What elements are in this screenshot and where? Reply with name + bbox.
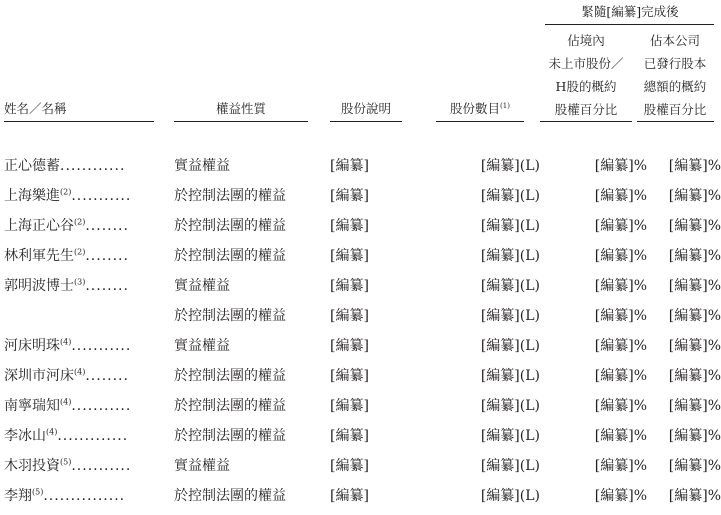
pct-total: [編纂]%	[668, 428, 721, 444]
shareholder-name: 南寧瑞知	[4, 398, 60, 414]
table-row	[4, 480, 721, 510]
dot-leader: ........	[85, 368, 129, 384]
interest-nature: 於控制法團的權益	[174, 488, 286, 504]
cell-pct2	[647, 360, 721, 390]
cell-desc	[330, 240, 436, 270]
cell-count	[436, 270, 552, 300]
share-count: [編纂](L)	[480, 218, 540, 234]
cell-nature	[174, 300, 330, 330]
shareholder-name: 上海樂進	[4, 188, 60, 204]
pct-unlisted-h: [編纂]%	[594, 368, 647, 384]
table-row	[4, 420, 721, 450]
cell-name	[4, 300, 174, 330]
cell-name	[4, 150, 174, 180]
pct-total: [編纂]%	[668, 398, 721, 414]
cell-name	[4, 240, 174, 270]
interest-nature: 於控制法團的權益	[174, 218, 286, 234]
table-row	[4, 450, 721, 480]
cell-nature	[174, 180, 330, 210]
header-pct2-line-2: 已發行股本	[643, 56, 707, 71]
dot-leader: ...........	[71, 188, 132, 204]
dot-leader: ........	[85, 218, 129, 234]
cell-pct2	[647, 150, 721, 180]
cell-desc	[330, 330, 436, 360]
shareholder-name: 林利軍先生	[4, 248, 74, 264]
dot-leader: ...............	[43, 488, 126, 504]
shareholder-name: 郭明波博士	[4, 278, 74, 294]
pct-unlisted-h: [編纂]%	[594, 188, 647, 204]
cell-count	[436, 420, 552, 450]
pct-total: [編纂]%	[668, 278, 721, 294]
header-pct2-line-3: 總額的概約	[643, 79, 707, 94]
cell-name	[4, 210, 174, 240]
shareholder-name: 河床明珠	[4, 338, 60, 354]
cell-pct2	[647, 210, 721, 240]
interest-nature: 於控制法團的權益	[174, 368, 286, 384]
share-count: [編纂](L)	[480, 398, 540, 414]
pct-total: [編纂]%	[668, 188, 721, 204]
shareholder-note: (5)	[60, 457, 72, 467]
table-row	[4, 180, 721, 210]
cell-count	[436, 360, 552, 390]
interest-nature: 於控制法團的權益	[174, 188, 286, 204]
cell-nature	[174, 390, 330, 420]
header-pct1-line-3: H股的概約	[555, 79, 617, 94]
share-count: [編纂](L)	[480, 188, 540, 204]
share-count: [編纂](L)	[480, 428, 540, 444]
cell-pct2	[647, 450, 721, 480]
cell-count	[436, 450, 552, 480]
cell-nature	[174, 360, 330, 390]
pct-unlisted-h: [編纂]%	[594, 158, 647, 174]
interest-nature: 於控制法團的權益	[174, 308, 286, 324]
cell-pct2	[647, 480, 721, 510]
cell-count	[436, 480, 552, 510]
cell-nature	[174, 450, 330, 480]
share-description: [編纂]	[330, 488, 369, 504]
header-pct1-line-2: 未上市股份／	[548, 56, 624, 71]
share-count: [編纂](L)	[480, 278, 540, 294]
pct-total: [編纂]%	[668, 308, 721, 324]
cell-pct1	[552, 300, 647, 330]
shareholder-name: 李翔	[4, 488, 32, 504]
shareholder-note: (4)	[60, 337, 72, 347]
shareholder-name: 深圳市河床	[4, 368, 74, 384]
cell-name	[4, 270, 174, 300]
pct-unlisted-h: [編纂]%	[594, 458, 647, 474]
share-count: [編纂](L)	[480, 158, 540, 174]
shareholder-name: 正心德蓄	[4, 158, 60, 174]
dot-leader: ...........	[71, 338, 132, 354]
group-header-title: 緊隨[編纂]完成後	[581, 4, 679, 19]
cell-pct1	[552, 450, 647, 480]
cell-count	[436, 330, 552, 360]
cell-name	[4, 420, 174, 450]
pct-unlisted-h: [編纂]%	[594, 248, 647, 264]
interest-nature: 實益權益	[174, 278, 230, 294]
share-count: [編纂](L)	[480, 458, 540, 474]
share-description: [編纂]	[330, 398, 369, 414]
cell-nature	[174, 480, 330, 510]
header-count	[436, 97, 524, 120]
share-description: [編纂]	[330, 458, 369, 474]
cell-count	[436, 150, 552, 180]
cell-desc	[330, 450, 436, 480]
dot-leader: ...........	[71, 458, 132, 474]
cell-pct2	[647, 420, 721, 450]
header-rule-nature	[174, 121, 308, 122]
share-description: [編纂]	[330, 188, 369, 204]
table-row	[4, 240, 721, 270]
interest-nature: 於控制法團的權益	[174, 398, 286, 414]
pct-unlisted-h: [編纂]%	[594, 338, 647, 354]
header-nature: 權益性質	[215, 101, 266, 116]
share-description: [編纂]	[330, 248, 369, 264]
pct-unlisted-h: [編纂]%	[594, 218, 647, 234]
cell-nature	[174, 420, 330, 450]
holdings-table-body	[4, 150, 721, 510]
header-pct2-line-1: 佔本公司	[649, 33, 700, 48]
header-rule-name	[4, 121, 154, 122]
pct-unlisted-h: [編纂]%	[594, 488, 647, 504]
pct-total: [編纂]%	[668, 248, 721, 264]
cell-nature	[174, 330, 330, 360]
share-description: [編纂]	[330, 158, 369, 174]
share-count: [編纂](L)	[480, 488, 540, 504]
cell-desc	[330, 420, 436, 450]
dot-leader: .............	[57, 428, 129, 444]
share-description: [編纂]	[330, 338, 369, 354]
cell-nature	[174, 240, 330, 270]
header-pct1-line-4: 股權百分比	[554, 102, 618, 117]
pct-total: [編纂]%	[668, 338, 721, 354]
cell-desc	[330, 390, 436, 420]
header-rule-count	[436, 121, 524, 122]
dot-leader: ........	[85, 278, 129, 294]
share-description: [編纂]	[330, 428, 369, 444]
share-description: [編纂]	[330, 308, 369, 324]
table-row	[4, 150, 721, 180]
shareholder-note: (2)	[74, 247, 86, 257]
shareholder-note: (2)	[74, 217, 86, 227]
group-header-rule	[545, 24, 714, 25]
shareholder-note: (4)	[60, 397, 72, 407]
cell-nature	[174, 150, 330, 180]
shareholder-note: (5)	[32, 487, 44, 497]
cell-count	[436, 300, 552, 330]
shareholder-name: 木羽投資	[4, 458, 60, 474]
cell-name	[4, 180, 174, 210]
table-row	[4, 300, 721, 330]
table-row	[4, 390, 721, 420]
share-description: [編纂]	[330, 218, 369, 234]
cell-pct2	[647, 240, 721, 270]
share-description: [編纂]	[330, 368, 369, 384]
share-count: [編纂](L)	[480, 338, 540, 354]
pct-total: [編纂]%	[668, 158, 721, 174]
interest-nature: 於控制法團的權益	[174, 428, 286, 444]
cell-pct2	[647, 330, 721, 360]
header-description: 股份說明	[340, 101, 391, 116]
pct-unlisted-h: [編纂]%	[594, 308, 647, 324]
cell-pct1	[552, 210, 647, 240]
cell-pct1	[552, 270, 647, 300]
table-row	[4, 210, 721, 240]
interest-nature: 實益權益	[174, 458, 230, 474]
cell-desc	[330, 300, 436, 330]
dot-leader: ............	[60, 158, 126, 174]
header-count-label: 股份數目	[450, 101, 501, 116]
cell-pct2	[647, 270, 721, 300]
cell-pct2	[647, 300, 721, 330]
cell-nature	[174, 270, 330, 300]
cell-desc	[330, 360, 436, 390]
interest-nature: 實益權益	[174, 158, 230, 174]
header-pct1-line-1: 佔境內	[567, 33, 605, 48]
header-name: 姓名／名稱	[4, 101, 67, 116]
cell-name	[4, 450, 174, 480]
header-pct2-line-4: 股權百分比	[643, 102, 707, 117]
holdings-table	[4, 150, 721, 510]
share-count: [編纂](L)	[480, 308, 540, 324]
table-row	[4, 270, 721, 300]
cell-pct1	[552, 330, 647, 360]
cell-pct1	[552, 420, 647, 450]
header-rule-pct2	[637, 121, 714, 122]
cell-count	[436, 180, 552, 210]
dot-leader: ...........	[71, 398, 132, 414]
pct-total: [編纂]%	[668, 368, 721, 384]
table-row	[4, 330, 721, 360]
pct-total: [編纂]%	[668, 488, 721, 504]
dot-leader: ........	[85, 248, 129, 264]
cell-pct1	[552, 360, 647, 390]
share-description: [編纂]	[330, 278, 369, 294]
cell-name	[4, 480, 174, 510]
cell-pct2	[647, 390, 721, 420]
pct-unlisted-h: [編纂]%	[594, 278, 647, 294]
cell-pct1	[552, 240, 647, 270]
cell-count	[436, 240, 552, 270]
cell-pct1	[552, 390, 647, 420]
cell-pct1	[552, 480, 647, 510]
shareholder-note: (4)	[46, 427, 58, 437]
shareholder-note: (4)	[74, 367, 86, 377]
shareholder-name: 上海正心谷	[4, 218, 74, 234]
cell-pct1	[552, 180, 647, 210]
cell-pct1	[552, 150, 647, 180]
cell-name	[4, 330, 174, 360]
cell-desc	[330, 270, 436, 300]
header-pct-unlisted-h	[540, 29, 632, 121]
cell-count	[436, 390, 552, 420]
table-row	[4, 360, 721, 390]
share-count: [編纂](L)	[480, 248, 540, 264]
cell-nature	[174, 210, 330, 240]
cell-desc	[330, 210, 436, 240]
cell-pct2	[647, 180, 721, 210]
pct-unlisted-h: [編纂]%	[594, 428, 647, 444]
cell-count	[436, 210, 552, 240]
header-count-note: (1)	[500, 101, 510, 110]
header-pct-total	[637, 29, 713, 121]
shareholder-note: (3)	[74, 277, 86, 287]
pct-total: [編纂]%	[668, 218, 721, 234]
header-rule-description	[330, 121, 402, 122]
pct-total: [編纂]%	[668, 458, 721, 474]
cell-name	[4, 390, 174, 420]
shareholder-name: 李冰山	[4, 428, 46, 444]
interest-nature: 實益權益	[174, 338, 230, 354]
cell-name	[4, 360, 174, 390]
interest-nature: 於控制法團的權益	[174, 248, 286, 264]
cell-desc	[330, 180, 436, 210]
pct-unlisted-h: [編纂]%	[594, 398, 647, 414]
share-count: [編纂](L)	[480, 368, 540, 384]
shareholder-note: (2)	[60, 187, 72, 197]
cell-desc	[330, 150, 436, 180]
header-rule-pct1	[540, 121, 632, 122]
cell-desc	[330, 480, 436, 510]
